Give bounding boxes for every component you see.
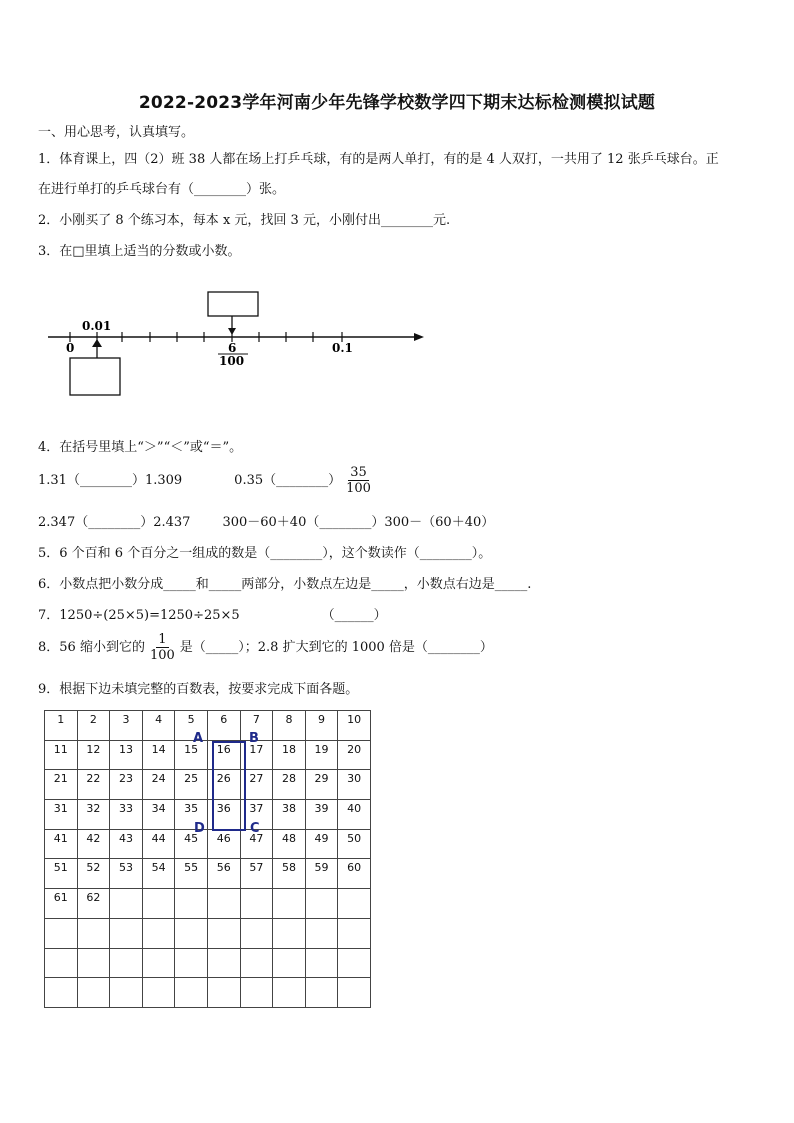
grid-cell: 27	[240, 770, 273, 800]
grid-cell	[240, 978, 273, 1008]
label-0-1: 0.1	[332, 341, 353, 355]
grid-cell: 28	[273, 770, 306, 800]
grid-cell	[305, 978, 338, 1008]
grid-cell: 42	[77, 829, 110, 859]
grid-cell	[175, 918, 208, 948]
grid-cell: 16	[207, 740, 240, 770]
grid-cell: 3	[110, 711, 143, 741]
grid-cell: 29	[305, 770, 338, 800]
fraction-denominator: 100	[149, 648, 175, 663]
question-2: 2．小刚买了 8 个练习本，每本 x 元，找回 3 元，小刚付出________元.	[38, 213, 451, 228]
grid-cell: 15	[175, 740, 208, 770]
grid-cell: 47	[240, 829, 273, 859]
grid-cell	[305, 889, 338, 919]
grid-cell	[273, 918, 306, 948]
grid-cell: 41	[45, 829, 78, 859]
grid-cell	[207, 889, 240, 919]
table-row	[45, 978, 371, 1008]
grid-cell	[207, 948, 240, 978]
grid-cell: 55	[175, 859, 208, 889]
grid-cell: 52	[77, 859, 110, 889]
question-4-row-2	[38, 511, 494, 530]
grid-cell	[77, 918, 110, 948]
grid-cell	[175, 889, 208, 919]
grid-cell	[207, 978, 240, 1008]
grid-cell	[175, 978, 208, 1008]
q7-answer-paren: （______）	[321, 608, 387, 623]
table-row	[45, 918, 371, 948]
table-row	[45, 770, 371, 800]
grid-cell: 2	[77, 711, 110, 741]
grid-cell: 22	[77, 770, 110, 800]
grid-cell	[305, 948, 338, 978]
grid-cell: 38	[273, 800, 306, 830]
grid-cell: 25	[175, 770, 208, 800]
grid-cell	[338, 978, 371, 1008]
grid-cell: 23	[110, 770, 143, 800]
arrow-up-icon	[92, 339, 102, 347]
grid-cell: 50	[338, 829, 371, 859]
label-0: 0	[66, 341, 75, 355]
grid-cell: 62	[77, 889, 110, 919]
fraction-35-100	[344, 465, 373, 496]
grid-cell: 11	[45, 740, 78, 770]
grid-cell: 57	[240, 859, 273, 889]
grid-cell: 31	[45, 800, 78, 830]
grid-cell: 45	[175, 829, 208, 859]
number-line-figure	[40, 285, 430, 400]
grid-cell	[273, 889, 306, 919]
table-row	[45, 889, 371, 919]
corner-label-a: A	[193, 731, 204, 746]
table-row	[45, 948, 371, 978]
grid-cell: 58	[273, 859, 306, 889]
grid-cell	[142, 889, 175, 919]
grid-cell	[338, 889, 371, 919]
grid-cell: 60	[338, 859, 371, 889]
grid-cell	[142, 948, 175, 978]
q4-compare-1: 1.31（________）1.309	[38, 473, 183, 488]
question-4-row-1	[38, 465, 376, 496]
grid-cell: 30	[338, 770, 371, 800]
grid-cell: 51	[45, 859, 78, 889]
grid-cell: 61	[45, 889, 78, 919]
question-4: 4．在括号里填上“＞”“＜”或“＝”。	[38, 440, 243, 455]
question-9: 9．根据下边未填完整的百数表，按要求完成下面各题。	[38, 682, 359, 697]
grid-cell: 37	[240, 800, 273, 830]
q7-expression: 7．1250÷(25×5)=1250÷25×5	[38, 608, 240, 623]
label-0-01: 0.01	[82, 319, 112, 333]
fraction-1-100	[148, 632, 177, 663]
fraction-numerator: 35	[350, 465, 367, 480]
corner-label-d: D	[194, 821, 205, 836]
grid-cell: 56	[207, 859, 240, 889]
highlight-rectangle	[212, 741, 246, 831]
grid-cell: 44	[142, 829, 175, 859]
grid-cell: 43	[110, 829, 143, 859]
grid-cell	[45, 978, 78, 1008]
fraction-numerator: 1	[158, 632, 167, 647]
grid-cell	[110, 918, 143, 948]
grid-cell: 21	[45, 770, 78, 800]
question-7	[38, 604, 387, 623]
q4-compare-2: 0.35（________）	[234, 473, 342, 488]
grid-cell	[338, 918, 371, 948]
q4-compare-3: 2.347（________）2.437	[38, 515, 191, 530]
grid-cell: 10	[338, 711, 371, 741]
question-6: 6．小数点把小数分成_____和_____两部分，小数点左边是_____，小数点右边是_____.	[38, 577, 532, 592]
corner-label-c: C	[250, 821, 260, 836]
grid-cell	[240, 889, 273, 919]
grid-cell: 40	[338, 800, 371, 830]
grid-cell: 6	[207, 711, 240, 741]
grid-cell: 54	[142, 859, 175, 889]
table-row	[45, 740, 371, 770]
q8-prefix: 8．56 缩小到它的	[38, 640, 145, 655]
grid-cell: 5	[175, 711, 208, 741]
corner-label-b: B	[249, 731, 259, 746]
grid-cell: 12	[77, 740, 110, 770]
grid-cell: 53	[110, 859, 143, 889]
label-frac-den: 100	[219, 354, 245, 368]
question-5: 5．6 个百和 6 个百分之一组成的数是（________），这个数读作（________）。	[38, 546, 492, 561]
grid-cell	[338, 948, 371, 978]
grid-cell	[77, 978, 110, 1008]
q8-suffix: 是（_____）；2.8 扩大到它的 1000 倍是（________）	[179, 640, 493, 655]
grid-cell: 8	[273, 711, 306, 741]
question-3: 3．在□里填上适当的分数或小数。	[38, 244, 241, 259]
grid-cell: 34	[142, 800, 175, 830]
grid-cell	[110, 889, 143, 919]
question-1-line-2: 在进行单打的乒乓球台有（________）张。	[38, 182, 286, 197]
label-frac-num: 6	[228, 341, 237, 355]
grid-cell: 32	[77, 800, 110, 830]
table-row	[45, 711, 371, 741]
axis-arrow-icon	[414, 333, 424, 341]
grid-cell: 48	[273, 829, 306, 859]
grid-cell: 46	[207, 829, 240, 859]
grid-cell: 59	[305, 859, 338, 889]
question-8	[38, 632, 493, 663]
grid-cell: 26	[207, 770, 240, 800]
grid-cell: 17	[240, 740, 273, 770]
grid-cell	[240, 948, 273, 978]
grid-cell	[207, 918, 240, 948]
grid-cell: 13	[110, 740, 143, 770]
grid-cell	[110, 948, 143, 978]
grid-cell: 18	[273, 740, 306, 770]
grid-cell: 19	[305, 740, 338, 770]
page-title: 2022-2023学年河南少年先锋学校数学四下期末达标检测模拟试题	[138, 93, 656, 113]
grid-cell: 39	[305, 800, 338, 830]
grid-cell: 14	[142, 740, 175, 770]
grid-cell	[273, 978, 306, 1008]
grid-cell: 7	[240, 711, 273, 741]
grid-cell: 4	[142, 711, 175, 741]
fraction-denominator: 100	[346, 481, 371, 496]
table-row	[45, 829, 371, 859]
q4-compare-4: 300－60＋40（________）300－（60＋40）	[222, 515, 495, 530]
answer-box-bottom	[70, 358, 120, 395]
grid-cell: 36	[207, 800, 240, 830]
grid-cell: 33	[110, 800, 143, 830]
question-1-line-1: 1．体育课上，四（2）班 38 人都在场上打乒乓球，有的是两人单打，有的是 4 人双打，一共用了 12 张乒乓球台。正	[38, 152, 719, 167]
grid-cell	[273, 948, 306, 978]
grid-cell	[45, 918, 78, 948]
grid-cell	[240, 918, 273, 948]
grid-cell	[142, 918, 175, 948]
section-heading: 一、用心思考，认真填写。	[38, 125, 195, 140]
grid-cell	[45, 948, 78, 978]
grid-cell: 49	[305, 829, 338, 859]
table-row	[45, 800, 371, 830]
grid-cell	[77, 948, 110, 978]
grid-cell: 9	[305, 711, 338, 741]
grid-cell	[110, 978, 143, 1008]
hundred-chart	[44, 710, 371, 1008]
table-row	[45, 859, 371, 889]
grid-cell: 1	[45, 711, 78, 741]
grid-cell	[175, 948, 208, 978]
grid-cell: 24	[142, 770, 175, 800]
answer-box-top	[208, 292, 258, 316]
grid-cell: 35	[175, 800, 208, 830]
grid-cell	[305, 918, 338, 948]
grid-cell	[142, 978, 175, 1008]
grid-cell: 20	[338, 740, 371, 770]
